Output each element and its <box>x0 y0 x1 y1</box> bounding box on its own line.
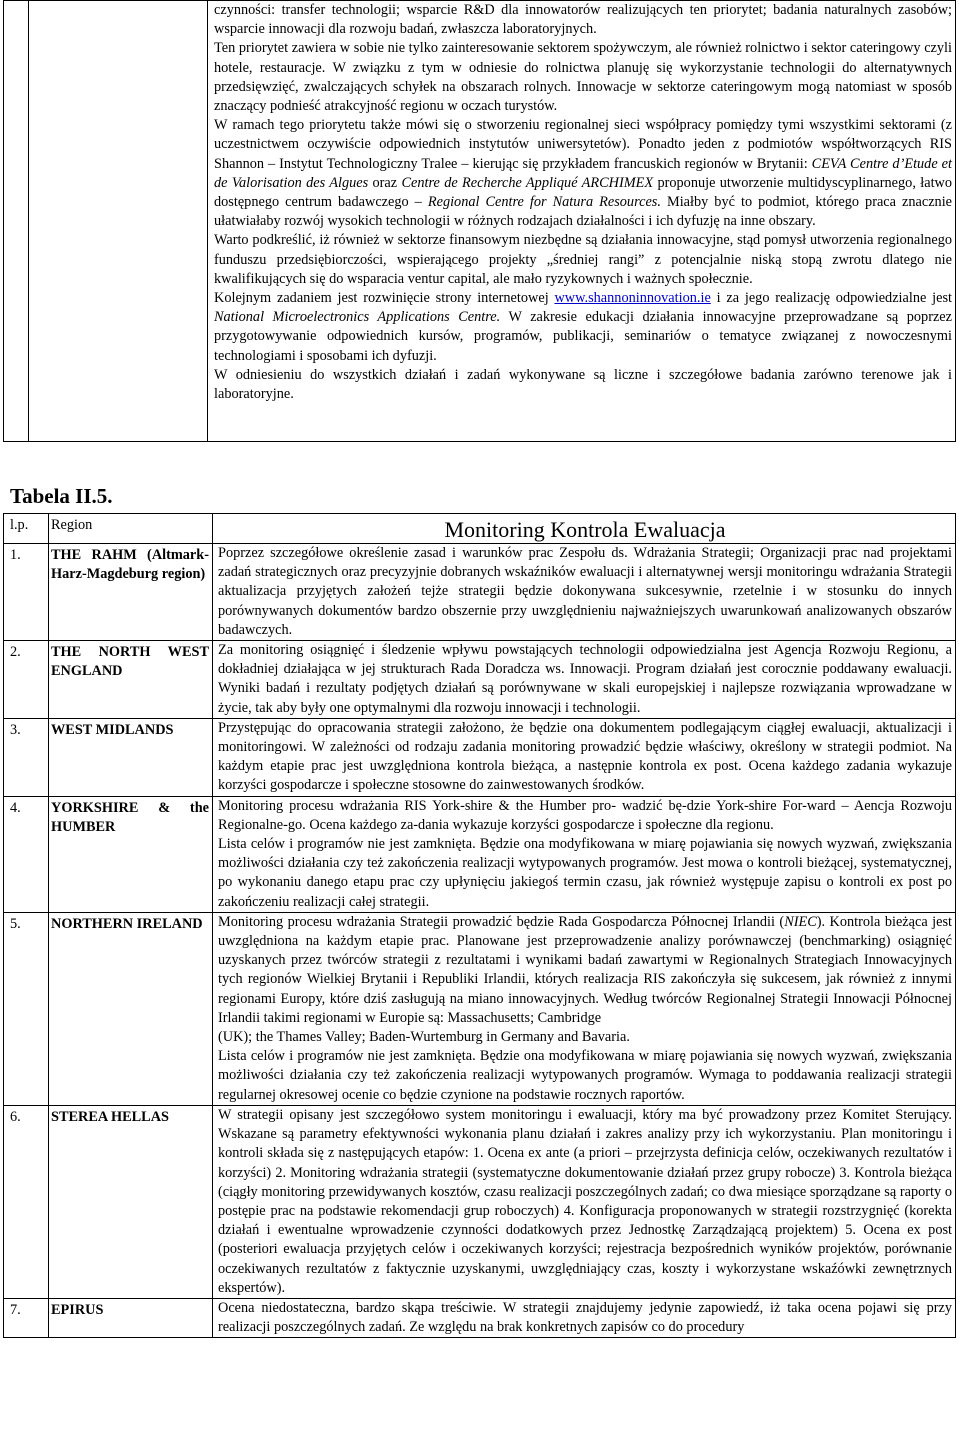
ceva-name: CEVA Centre d’Etude et de Valorisation des Algues <box>214 155 952 191</box>
row-number: 3. <box>4 718 49 796</box>
row-number: 6. <box>4 1105 49 1298</box>
table-row <box>4 912 956 1105</box>
row-region: THE NORTH WEST ENGLAND <box>49 641 213 719</box>
top-continuation-table <box>3 0 956 442</box>
top-cell-region <box>29 1 208 442</box>
row-region: WEST MIDLANDS <box>49 718 213 796</box>
row-text: Poprzez szczegółowe określenie zasad i warunków prac Zespołu ds. Wdrażania Strategii; Organizacji prac nad projektami zadań strategicznych oraz precyzyjnie dobranych wskaźników ewaluacji i alternatywnej wersji monitoringu wdrażania Strategii aktualizacja przyjętych założeń tejże strategii będzie dokonywana sukcesywnie, rzetelnie i w stosunku do innych porównywanych dokumentów bardzo obszernie przy uwzględnieniu najważniejszych uwarunkowań analizowanych obszarów badawczych. <box>218 545 952 638</box>
row-region: STEREA HELLAS <box>49 1105 213 1298</box>
row-text: Przystępując do opracowania strategii założono, że będzie ona dokumentem podlegającym ciągłej ewaluacji, aktualizacji i monitoringowi. W zależności od rodzaju zadania monitoring prowadzić będzie właściwy, określony w strategii podmiot. Na każdym etapie prac jest uwzględniona kontrola bieżąca, a następnie kontrola ex post. Ocena każdego zadania wykazuje korzyści gospodarcze i społeczne stosowne do zainwestowanych środków. <box>218 719 952 794</box>
header-number: l.p. <box>4 514 49 544</box>
row-text: Ocena niedostateczna, bardzo skąpa treściwie. W strategii znajdujemy jedynie zapowiedź, iż taka ocena pojawi się przy realizacji poszczególnych zadań. Ze względu na brak konkretnych zapisów co do procedury <box>218 1299 952 1336</box>
top-cell-description <box>208 1 956 442</box>
row-text-uk-regions: (UK); the Thames Valley; Baden-Wurtemburg in Germany and Bavaria. <box>218 1029 630 1046</box>
monitoring-table <box>3 513 956 1338</box>
row-region: EPIRUS <box>49 1298 213 1337</box>
table-row <box>4 544 956 641</box>
nmac-name: National Microelectronics Applications Centre. <box>214 309 501 326</box>
row-text: W strategii opisany jest szczegółowo system monitoringu i ewaluacji, który ma być prowadzony przez Komitet Sterujący. Wskazane są parametry efektywności wykonania planu działań i zakres analizy przy ich wykorzystaniu. Plan monitoringu i kontroli składa się z następujących etapów: 1. Ocena ex ante (a priori – przejrzysta definicja celów, oczekiwanych rezultatów i korzyści) 2. Monitoring wdrażania strategii (systematyczne dokumentowanie działań przez grupy robocze) 3. Kontrola bieżąca (ciągły monitoring przewidywanych kosztów, czasu realizacji poszczególnych zadań; co dwa miesiące sporządzane są raporty o postępie prac na podstawie rekomendacji grup roboczych) 4. Konfiguracja proponowanych w strategii rozstrzygnięć (korekta działań i ewentualne wprowadzenie czynności dodatkowych przez Jednostkę Zarządzającą projektem) 5. Ocena ex post (posteriori ewaluacja przyjętych celów i oczekiwanych korzyści; rejestracja bezpośrednich wyników projektów, porównanie oczekiwanych rezultatów z faktycznie uzyskanymi, uwzględniający czas, koszty i wykorzystane wskaźówki zewnętrznych ekspertów). <box>218 1106 952 1296</box>
header-region: Region <box>49 514 213 544</box>
row-text: Monitoring procesu wdrażania Strategii prowadzić będzie Rada Gospodarcza Północnej Irlandii (NIEC). Kontrola bieżąca jest uwzględniona na każdym etapie prac. Planowane jest przeprowadzenie analizy porównawczej (benchmarking) osiągnięć uzyskanych przez twórców strategii z rezultatami i wynikami badań zawartymi w Regionalnych Strategiach Innowacyjnych tych regionów Wielkiej Brytanii i Republiki Irlandii, których realizacja RIS zakończyła się sukcesem, jak również z innymi regionami Europy, które dziś zasługują na miano innowacyjnych. Według twórców Regionalnej Strategii Innowacji Północnej Irlandii takimi regionami w Europie są: Massachusetts; Cambridge <box>218 913 952 1026</box>
shannon-website-link[interactable]: www.shannoninnovation.ie <box>554 290 711 307</box>
niec-abbrev: NIEC <box>784 913 817 930</box>
row-number: 7. <box>4 1298 49 1337</box>
regional-centre-name: Regional Centre for Natura Resources. <box>427 194 661 211</box>
archimex-name: Centre de Recherche Appliqué ARCHIMEX <box>401 174 654 191</box>
table-caption: Tabela II.5. <box>10 484 113 508</box>
row-region: THE RAHM (Altmark-Harz-Magdeburg region) <box>49 544 213 641</box>
row-number: 4. <box>4 796 49 912</box>
row-region: NORTHERN IRELAND <box>49 912 213 1105</box>
table-row <box>4 1298 956 1337</box>
top-paragraph-2: Ten priorytet zawiera w sobie nie tylko zainteresowanie sektorem spożywczym, ale również rolnictwo i sektor cateringowy czyli hotele, restauracje. W związku z tym w odniesie do rolnictwa planuję się wykorzystanie technologii do alternatywnych przedsięwzięć, zwalczających schyłek na obszarach rolnych. Innowacje w sektorze cateringowym mogą natomiast w sposób znaczący podnieść atrakcyjność regionu w oczach turystów. <box>214 40 952 115</box>
table-row <box>4 718 956 796</box>
top-paragraph-6: W odniesieniu do wszystkich działań i zadań wykonywane są liczne i szczegółowe badania zarówno terenowe jak i laboratoryjne. <box>214 366 952 403</box>
row-text: Monitoring procesu wdrażania RIS York-shire & the Humber pro- wadzić bę-dzie York-shire For-ward – Aencja Rozwoju Regionalne-go. Ocena każdego za-dania wykazuje korzyści gospodarcze i społeczne dla regionu. <box>218 797 952 833</box>
top-paragraph-5: Kolejnym zadaniem jest rozwinięcie strony internetowej www.shannoninnovation.ie i za jego realizację odpowiedzialne jest National Microelectronics Applications Centre. W zakresie edukacji działania innowacyjne przeprowadzane są poprzez przygotowywanie odpowiednich kursów, programów, publikacji, seminariów o tematyce związanej z nowoczesnymi technologiami i sposobami ich dyfuzji. <box>214 290 952 364</box>
row-number: 1. <box>4 544 49 641</box>
row-text: Za monitoring osiągnięć i śledzenie wpływu powstających technologii odpowiedzialna jest Agencja Rozwoju Regionu, a dokładniej działająca w jej strukturach Rada Doradcza ws. Innowacji. Program działań jest corocznie poddawany ewaluacji. Wyniki badań i rezultaty podjętych działań są porównywane w skali europejskiej i najlepsze rozwiązania wprowadzane w życie, tak aby były one optymalnymi dla rozwoju innowacji i technologii. <box>218 642 952 716</box>
row-text-continued: Lista celów i programów nie jest zamknięta. Będzie ona modyfikowana w miarę pojawiania się nowych wyzwań, zwiększania możliwości działania czy też zakończenia realizacji wytypowanych programów. Jest mowa o kontroli bieżącej, systematycznej, po wykonaniu danego etapu prac czy upłynięciu jakiegoś termin czasu, jak również występuje zapisu o kontroli ex post po zakończeniu realizacji całej strategii. <box>218 836 952 910</box>
table-row <box>4 796 956 912</box>
table-row <box>4 641 956 719</box>
row-number: 5. <box>4 912 49 1105</box>
top-paragraph-4: Warto podkreślić, iż również w sektorze finansowym niezbędne są działania innowacyjne, stąd pomysł utworzenia regionalnego funduszu przedsiębiorczości, wspierającego projekty „średniej rangi” z potencjalnie niską stopą zwrotu dlatego nie kwalifikujących się do wsparacia ventur capital, ale mało ryzykownych i ważnych społecznie. <box>214 232 952 287</box>
top-paragraph-1: czynności: transfer technologii; wsparcie R&D dla innowatorów realizujących ten priorytet; badania naturalnych zasobów; wsparcie innowacji dla rozwoju badań, zwłaszcza laboratoryjnych. <box>214 2 952 38</box>
table-header-row <box>4 514 956 544</box>
table-row <box>4 1105 956 1298</box>
top-paragraph-3: W ramach tego priorytetu także mówi się o stworzeniu regionalnej sieci współpracy pomiędzy tymi wszystkimi sektorami (z uczestnictwem oczywiście odpowiednich instytutów uniwersytetów). Ponadto jeden z podmiotów współtworzących RIS Shannon – Instytut Technologiczny Tralee – kierując się przykładem francuskich regionów w Brytanii: CEVA Centre d’Etude et de Valorisation des Algues oraz Centre de Recherche Appliqué ARCHIMEX proponuje utworzenie multidyscyplinarnego, łatwo dostępnego centrum badawczego – Regional Centre for Natura Resources. Miałby być to podmiot, którego praca znacznie ułatwiałaby rozwój wysokich technologii w różnych rodzajach działalności i ich dyfuzję na inne obszary. <box>214 117 953 230</box>
row-text-continued: Lista celów i programów nie jest zamknięta. Będzie ona modyfikowana w miarę pojawiania się nowych wyzwań, zwiększania możliwości działania czy też zakończenia realizacji wytypowanych programów. Wymaga to poddawania realizacji strategii regularnej okresowej ocenie co będzie czynione na podstawie rocznych raportów. <box>218 1048 952 1103</box>
row-number: 2. <box>4 641 49 719</box>
header-monitoring: Monitoring Kontrola Ewaluacja <box>213 514 956 544</box>
top-cell-number <box>4 1 29 442</box>
row-region: YORKSHIRE & the HUMBER <box>49 796 213 912</box>
